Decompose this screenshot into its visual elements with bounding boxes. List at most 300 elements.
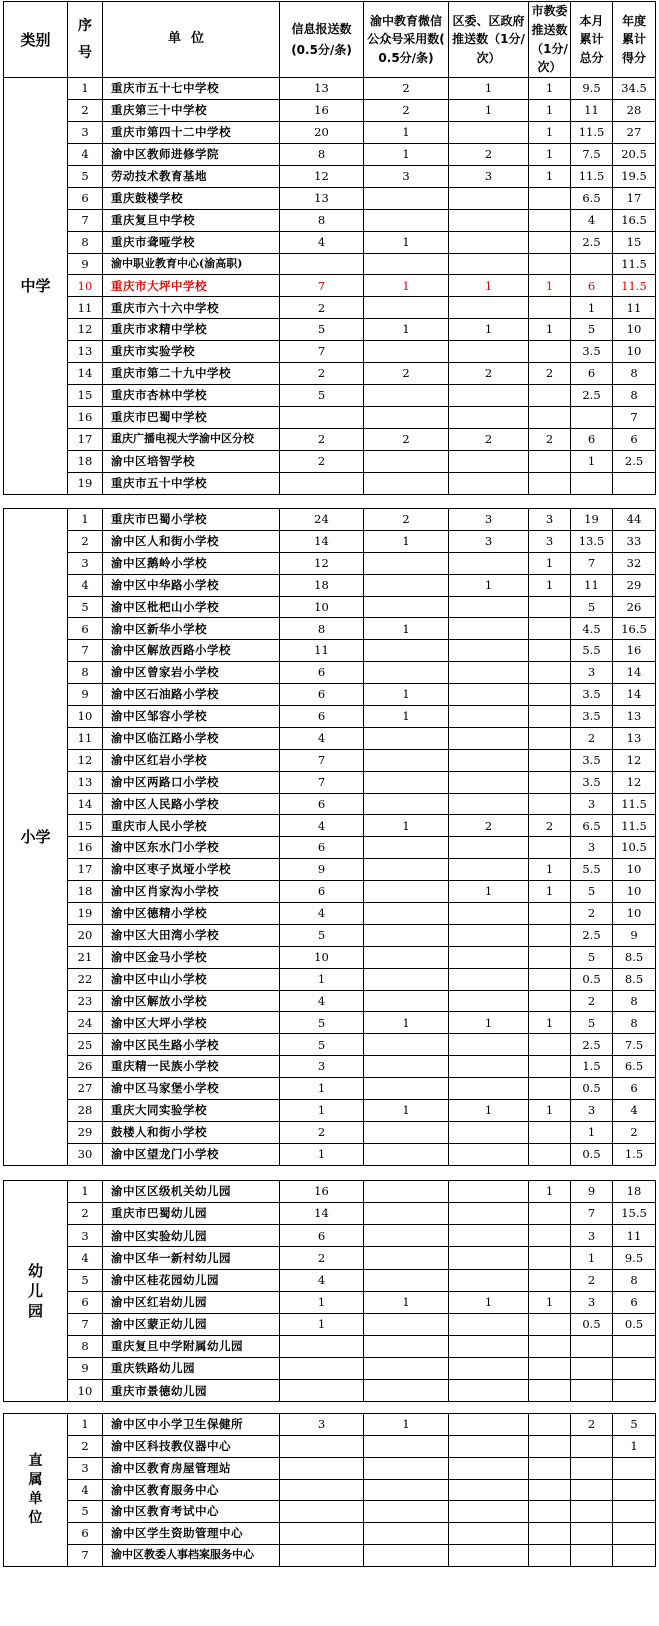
unit-name: 渝中区桂花园幼儿园 — [103, 1269, 280, 1291]
city-count — [529, 618, 571, 640]
table-row — [4, 662, 656, 684]
table-row — [4, 771, 656, 793]
info-count: 4 — [280, 231, 364, 253]
unit-name: 渝中区红岩幼儿园 — [103, 1291, 280, 1313]
info-count: 5 — [280, 1012, 364, 1034]
month-total — [571, 1545, 613, 1567]
row-no: 7 — [68, 1545, 103, 1567]
month-total: 0.5 — [571, 1143, 613, 1165]
row-no: 7 — [68, 1313, 103, 1335]
city-count — [529, 946, 571, 968]
wechat-count — [364, 1380, 449, 1402]
month-total: 3 — [571, 837, 613, 859]
kindergarten-table — [3, 1180, 656, 1402]
year-total: 6 — [613, 1078, 656, 1100]
row-no: 16 — [68, 837, 103, 859]
table-row — [4, 509, 656, 531]
row-no: 7 — [68, 209, 103, 231]
district-count: 1 — [449, 275, 529, 297]
info-count: 18 — [280, 574, 364, 596]
year-total: 11 — [613, 297, 656, 319]
info-count: 6 — [280, 793, 364, 815]
month-total: 2 — [571, 990, 613, 1012]
info-count: 2 — [280, 1247, 364, 1269]
year-total: 2.5 — [613, 450, 656, 472]
city-count — [529, 903, 571, 925]
info-count: 2 — [280, 450, 364, 472]
city-count: 2 — [529, 815, 571, 837]
district-count: 1 — [449, 1291, 529, 1313]
month-total — [571, 1457, 613, 1479]
district-count — [449, 1414, 529, 1436]
wechat-count — [364, 297, 449, 319]
category-label: 幼儿园 — [27, 1261, 43, 1321]
year-total: 0.5 — [613, 1313, 656, 1335]
info-count: 11 — [280, 640, 364, 662]
header-row — [4, 2, 656, 78]
unit-name: 渝中区金马小学校 — [103, 946, 280, 968]
month-total: 2 — [571, 1269, 613, 1291]
row-no: 17 — [68, 859, 103, 881]
info-count: 10 — [280, 946, 364, 968]
unit-name: 重庆市六十六中学校 — [103, 297, 280, 319]
month-total: 5.5 — [571, 859, 613, 881]
year-total: 8 — [613, 385, 656, 407]
year-total: 29 — [613, 574, 656, 596]
city-count: 3 — [529, 509, 571, 531]
year-total: 6.5 — [613, 1056, 656, 1078]
wechat-count — [364, 771, 449, 793]
info-count: 1 — [280, 1291, 364, 1313]
info-count: 5 — [280, 1034, 364, 1056]
row-no: 3 — [68, 1457, 103, 1479]
year-total: 19.5 — [613, 165, 656, 187]
city-count — [529, 1457, 571, 1479]
unit-name: 劳动技术教育基地 — [103, 165, 280, 187]
table-row — [4, 1358, 656, 1380]
wechat-count — [364, 1078, 449, 1100]
info-count: 13 — [280, 187, 364, 209]
city-count: 3 — [529, 530, 571, 552]
table-row — [4, 1100, 656, 1122]
table-row — [4, 1143, 656, 1165]
city-count — [529, 1414, 571, 1436]
info-count: 5 — [280, 924, 364, 946]
header-no: 序号 — [68, 2, 103, 78]
district-count — [449, 385, 529, 407]
unit-name: 渝中区中华路小学校 — [103, 574, 280, 596]
unit-name: 渝中区人和街小学校 — [103, 530, 280, 552]
month-total: 1 — [571, 1121, 613, 1143]
year-total: 10 — [613, 319, 656, 341]
wechat-count — [364, 1479, 449, 1501]
year-total: 13 — [613, 727, 656, 749]
wechat-count — [364, 1225, 449, 1247]
month-total: 6 — [571, 275, 613, 297]
district-count — [449, 450, 529, 472]
table-row — [4, 1056, 656, 1078]
city-count — [529, 1034, 571, 1056]
row-no: 10 — [68, 275, 103, 297]
district-count: 1 — [449, 881, 529, 903]
year-total: 14 — [613, 684, 656, 706]
unit-name: 重庆第三十中学校 — [103, 99, 280, 121]
district-count — [449, 771, 529, 793]
row-no: 2 — [68, 1435, 103, 1457]
row-no: 18 — [68, 450, 103, 472]
row-no: 1 — [68, 78, 103, 100]
row-no: 29 — [68, 1121, 103, 1143]
year-total: 13 — [613, 706, 656, 728]
header-district: 区委、区政府推送数（1分/次） — [449, 2, 529, 78]
unit-name: 重庆市巴蜀幼儿园 — [103, 1203, 280, 1225]
city-count — [529, 727, 571, 749]
year-total: 7.5 — [613, 1034, 656, 1056]
row-no: 3 — [68, 1225, 103, 1247]
year-total: 10 — [613, 341, 656, 363]
table-row — [4, 363, 656, 385]
info-count: 2 — [280, 429, 364, 451]
primary-school-table — [3, 508, 656, 1166]
city-count — [529, 231, 571, 253]
month-total — [571, 1501, 613, 1523]
table-row — [4, 881, 656, 903]
unit-name: 渝中区科技教仪器中心 — [103, 1435, 280, 1457]
info-count: 20 — [280, 121, 364, 143]
unit-name: 渝中区邹容小学校 — [103, 706, 280, 728]
header-unit: 单位 — [103, 2, 280, 78]
row-no: 3 — [68, 121, 103, 143]
wechat-count: 1 — [364, 1012, 449, 1034]
city-count: 1 — [529, 574, 571, 596]
district-count: 2 — [449, 363, 529, 385]
table-row — [4, 1181, 656, 1203]
unit-name: 重庆市五十七中学校 — [103, 78, 280, 100]
table-row — [4, 78, 656, 100]
year-total: 5 — [613, 1414, 656, 1436]
district-count — [449, 1181, 529, 1203]
month-total: 2 — [571, 727, 613, 749]
row-no: 14 — [68, 793, 103, 815]
unit-name: 重庆复旦中学校 — [103, 209, 280, 231]
info-count: 14 — [280, 530, 364, 552]
row-no: 9 — [68, 253, 103, 275]
wechat-count — [364, 881, 449, 903]
district-count — [449, 1056, 529, 1078]
city-count — [529, 1247, 571, 1269]
year-total: 16.5 — [613, 209, 656, 231]
district-count — [449, 596, 529, 618]
table-row — [4, 684, 656, 706]
month-total: 5.5 — [571, 640, 613, 662]
unit-name: 渝中区教育服务中心 — [103, 1479, 280, 1501]
city-count — [529, 706, 571, 728]
table-row — [4, 1457, 656, 1479]
info-count: 8 — [280, 209, 364, 231]
month-total: 3.5 — [571, 771, 613, 793]
table-row — [4, 275, 656, 297]
unit-name: 渝中区东水门小学校 — [103, 837, 280, 859]
city-count — [529, 1203, 571, 1225]
info-count: 12 — [280, 552, 364, 574]
month-total: 6.5 — [571, 815, 613, 837]
district-count — [449, 903, 529, 925]
city-count — [529, 1545, 571, 1567]
unit-name: 重庆市第四十二中学校 — [103, 121, 280, 143]
wechat-count: 2 — [364, 509, 449, 531]
table-row — [4, 1078, 656, 1100]
month-total — [571, 1523, 613, 1545]
city-count: 1 — [529, 121, 571, 143]
city-count: 1 — [529, 1181, 571, 1203]
info-count: 6 — [280, 684, 364, 706]
row-no: 12 — [68, 319, 103, 341]
row-no: 13 — [68, 341, 103, 363]
year-total: 4 — [613, 1100, 656, 1122]
info-count — [280, 1523, 364, 1545]
month-total — [571, 407, 613, 429]
month-total: 7 — [571, 1203, 613, 1225]
city-count: 1 — [529, 165, 571, 187]
wechat-count: 3 — [364, 165, 449, 187]
row-no: 5 — [68, 165, 103, 187]
unit-name: 重庆市第二十九中学校 — [103, 363, 280, 385]
info-count — [280, 1435, 364, 1457]
city-count — [529, 341, 571, 363]
year-total — [613, 1479, 656, 1501]
wechat-count: 2 — [364, 99, 449, 121]
month-total: 1.5 — [571, 1056, 613, 1078]
unit-name: 重庆鼓楼学校 — [103, 187, 280, 209]
district-count: 1 — [449, 99, 529, 121]
unit-name: 渝中区枣子岚垭小学校 — [103, 859, 280, 881]
info-count: 6 — [280, 881, 364, 903]
city-count — [529, 450, 571, 472]
unit-name: 渝中职业教育中心(渝高职) — [103, 253, 280, 275]
year-total: 8.5 — [613, 968, 656, 990]
info-count: 8 — [280, 143, 364, 165]
month-total: 5 — [571, 1012, 613, 1034]
wechat-count — [364, 552, 449, 574]
info-count: 13 — [280, 78, 364, 100]
district-count — [449, 1545, 529, 1567]
wechat-count — [364, 1121, 449, 1143]
unit-name: 渝中区枇杷山小学校 — [103, 596, 280, 618]
info-count: 3 — [280, 1056, 364, 1078]
table-row — [4, 1545, 656, 1567]
table-row — [4, 121, 656, 143]
city-count: 1 — [529, 881, 571, 903]
district-count — [449, 1034, 529, 1056]
unit-name: 渝中区中山小学校 — [103, 968, 280, 990]
row-no: 9 — [68, 684, 103, 706]
month-total: 3 — [571, 1225, 613, 1247]
year-total: 10 — [613, 859, 656, 881]
wechat-count: 1 — [364, 618, 449, 640]
row-no: 13 — [68, 771, 103, 793]
table-row — [4, 1225, 656, 1247]
unit-name: 渝中区曾家岩小学校 — [103, 662, 280, 684]
wechat-count — [364, 1545, 449, 1567]
info-count: 2 — [280, 363, 364, 385]
row-no: 17 — [68, 429, 103, 451]
unit-name: 渝中区蒙正幼儿园 — [103, 1313, 280, 1335]
info-count: 6 — [280, 1225, 364, 1247]
info-count: 6 — [280, 662, 364, 684]
row-no: 26 — [68, 1056, 103, 1078]
row-no: 3 — [68, 552, 103, 574]
district-count: 1 — [449, 1012, 529, 1034]
month-total: 7.5 — [571, 143, 613, 165]
wechat-count — [364, 407, 449, 429]
wechat-count — [364, 1203, 449, 1225]
row-no: 4 — [68, 574, 103, 596]
month-total — [571, 253, 613, 275]
district-count — [449, 1358, 529, 1380]
year-total — [613, 1523, 656, 1545]
row-no: 22 — [68, 968, 103, 990]
table-row — [4, 1435, 656, 1457]
info-count: 5 — [280, 319, 364, 341]
city-count — [529, 472, 571, 494]
month-total: 2 — [571, 1414, 613, 1436]
unit-name: 渝中区解放西路小学校 — [103, 640, 280, 662]
category-cell — [4, 78, 68, 495]
table-row — [4, 640, 656, 662]
year-total: 8 — [613, 1269, 656, 1291]
unit-name: 渝中区区级机关幼儿园 — [103, 1181, 280, 1203]
table-row — [4, 319, 656, 341]
district-count — [449, 1479, 529, 1501]
wechat-count: 1 — [364, 684, 449, 706]
table-row — [4, 253, 656, 275]
year-total: 33 — [613, 530, 656, 552]
info-count: 8 — [280, 618, 364, 640]
city-count — [529, 1225, 571, 1247]
city-count — [529, 1078, 571, 1100]
table-row — [4, 407, 656, 429]
row-no: 8 — [68, 231, 103, 253]
wechat-count: 1 — [364, 275, 449, 297]
wechat-count — [364, 859, 449, 881]
city-count: 2 — [529, 429, 571, 451]
table-row — [4, 552, 656, 574]
city-count: 2 — [529, 363, 571, 385]
row-no: 15 — [68, 815, 103, 837]
table-row — [4, 209, 656, 231]
year-total: 10 — [613, 903, 656, 925]
row-no: 4 — [68, 1247, 103, 1269]
wechat-count: 1 — [364, 143, 449, 165]
info-count: 7 — [280, 341, 364, 363]
info-count: 2 — [280, 1121, 364, 1143]
unit-name: 渝中区马家堡小学校 — [103, 1078, 280, 1100]
city-count — [529, 662, 571, 684]
table-row — [4, 1034, 656, 1056]
unit-name: 渝中区石油路小学校 — [103, 684, 280, 706]
unit-name: 重庆市求精中学校 — [103, 319, 280, 341]
table-row — [4, 165, 656, 187]
district-count — [449, 793, 529, 815]
month-total: 7 — [571, 552, 613, 574]
unit-name: 渝中区教育考试中心 — [103, 1501, 280, 1523]
row-no: 23 — [68, 990, 103, 1012]
table-row — [4, 968, 656, 990]
month-total: 3.5 — [571, 749, 613, 771]
month-total: 4.5 — [571, 618, 613, 640]
unit-name: 渝中区肖家沟小学校 — [103, 881, 280, 903]
city-count — [529, 209, 571, 231]
unit-name: 重庆市五十中学校 — [103, 472, 280, 494]
month-total: 5 — [571, 319, 613, 341]
row-no: 16 — [68, 407, 103, 429]
district-count — [449, 684, 529, 706]
year-total: 11.5 — [613, 815, 656, 837]
month-total: 11.5 — [571, 165, 613, 187]
table-row — [4, 341, 656, 363]
district-count — [449, 187, 529, 209]
month-total: 9 — [571, 1181, 613, 1203]
wechat-count: 1 — [364, 1414, 449, 1436]
city-count — [529, 1501, 571, 1523]
wechat-count — [364, 1501, 449, 1523]
district-count — [449, 618, 529, 640]
table-row — [4, 530, 656, 552]
month-total: 2.5 — [571, 924, 613, 946]
year-total: 8 — [613, 1012, 656, 1034]
info-count: 12 — [280, 165, 364, 187]
city-count — [529, 640, 571, 662]
city-count — [529, 968, 571, 990]
year-total: 27 — [613, 121, 656, 143]
wechat-count — [364, 209, 449, 231]
year-total: 18 — [613, 1181, 656, 1203]
row-no: 19 — [68, 472, 103, 494]
district-count: 2 — [449, 429, 529, 451]
info-count — [280, 1358, 364, 1380]
year-total: 11.5 — [613, 253, 656, 275]
city-count — [529, 1358, 571, 1380]
unit-name: 重庆市实验学校 — [103, 341, 280, 363]
info-count: 6 — [280, 706, 364, 728]
district-count — [449, 946, 529, 968]
table-row — [4, 472, 656, 494]
unit-name: 重庆市大坪中学校 — [103, 275, 280, 297]
table-row — [4, 1291, 656, 1313]
district-count — [449, 1121, 529, 1143]
year-total: 17 — [613, 187, 656, 209]
info-count: 1 — [280, 1313, 364, 1335]
district-count: 2 — [449, 815, 529, 837]
district-count: 1 — [449, 319, 529, 341]
table-row — [4, 99, 656, 121]
table-row — [4, 1501, 656, 1523]
city-count: 1 — [529, 859, 571, 881]
wechat-count — [364, 946, 449, 968]
year-total: 16.5 — [613, 618, 656, 640]
month-total: 2.5 — [571, 385, 613, 407]
district-count — [449, 1143, 529, 1165]
month-total — [571, 1335, 613, 1357]
district-count: 2 — [449, 143, 529, 165]
district-count — [449, 1380, 529, 1402]
year-total: 1.5 — [613, 1143, 656, 1165]
district-count — [449, 1435, 529, 1457]
district-count — [449, 297, 529, 319]
info-count: 1 — [280, 968, 364, 990]
table-row — [4, 837, 656, 859]
info-count: 4 — [280, 903, 364, 925]
